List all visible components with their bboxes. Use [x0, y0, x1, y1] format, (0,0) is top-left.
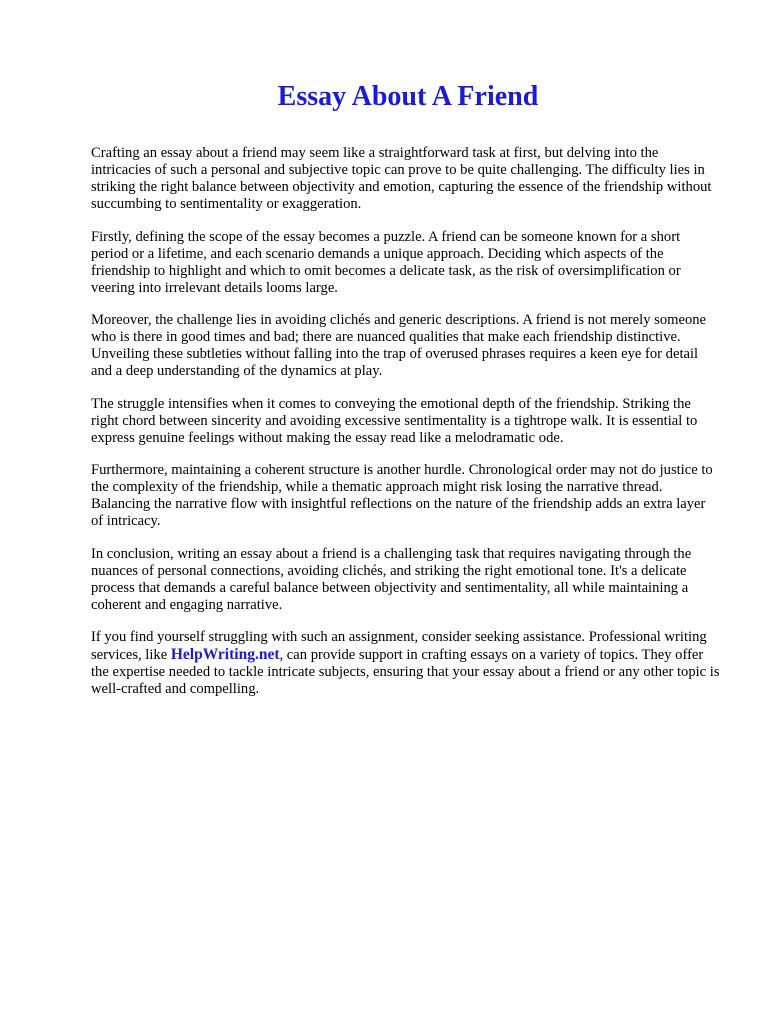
- essay-body: [91, 145, 721, 714]
- paragraph-structure: Furthermore, maintaining a coherent structure is another hurdle. Chronological order may not do justice to the complexity of the friendship, while a thematic approach might risk losing the narrative thread. Balancing the narrative flow with insightful reflections on the nature of the friendship adds an extra layer of intricacy.: [91, 462, 713, 529]
- paragraph-assistance: [91, 629, 721, 698]
- paragraph-cliches: Moreover, the challenge lies in avoiding clichés and generic descriptions. A friend is not merely someone who is there in good times and bad; there are nuanced qualities that make each friendship distinctive. Unveiling these subtleties without falling into the trap of overused phrases requires a keen eye for detail and a deep understanding of the dynamics at play.: [91, 312, 707, 379]
- helpwriting-link[interactable]: HelpWriting.net: [170, 646, 280, 663]
- paragraph-conclusion: In conclusion, writing an essay about a friend is a challenging task that requires navigating through the nuances of personal connections, avoiding clichés, and striking the right emotional tone. It's a delicate process that demands a careful balance between objectivity and sentimentality, all while maintaining a coherent and engaging narrative.: [91, 545, 692, 613]
- assistance-text-before-link: If you find yourself struggling with such an assignment, consider seeking assistance. Professional writing services, like: [91, 629, 707, 663]
- assistance-text-after-link: , can provide support in crafting essays on a variety of topics. They offer the expertise needed to tackle intricate subjects, ensuring that your essay about a friend or any other topic is well-crafted and compelling.: [91, 647, 720, 697]
- paragraph-intro: Crafting an essay about a friend may seem like a straightforward task at first, but delving into the intricacies of such a personal and subjective topic can prove to be quite challenging. The difficulty lies in striking the right balance between objectivity and emotion, capturing the essence of the friendship without succumbing to sentimentality or exaggeration.: [91, 145, 712, 212]
- paragraph-scope: Firstly, defining the scope of the essay becomes a puzzle. A friend can be someone known for a short period or a lifetime, and each scenario demands a unique approach. Deciding which aspects of the friendship to highlight and which to omit becomes a delicate task, as the risk of oversimplification or veering into irrelevant details looms large.: [91, 228, 681, 296]
- paragraph-emotion: The struggle intensifies when it comes to conveying the emotional depth of the friendship. Striking the right chord between sincerity and avoiding excessive sentimentality is a tightrope walk. It is essential to express genuine feelings without making the essay read like a melodramatic ode.: [91, 395, 698, 446]
- page-title: Essay About A Friend: [277, 81, 539, 112]
